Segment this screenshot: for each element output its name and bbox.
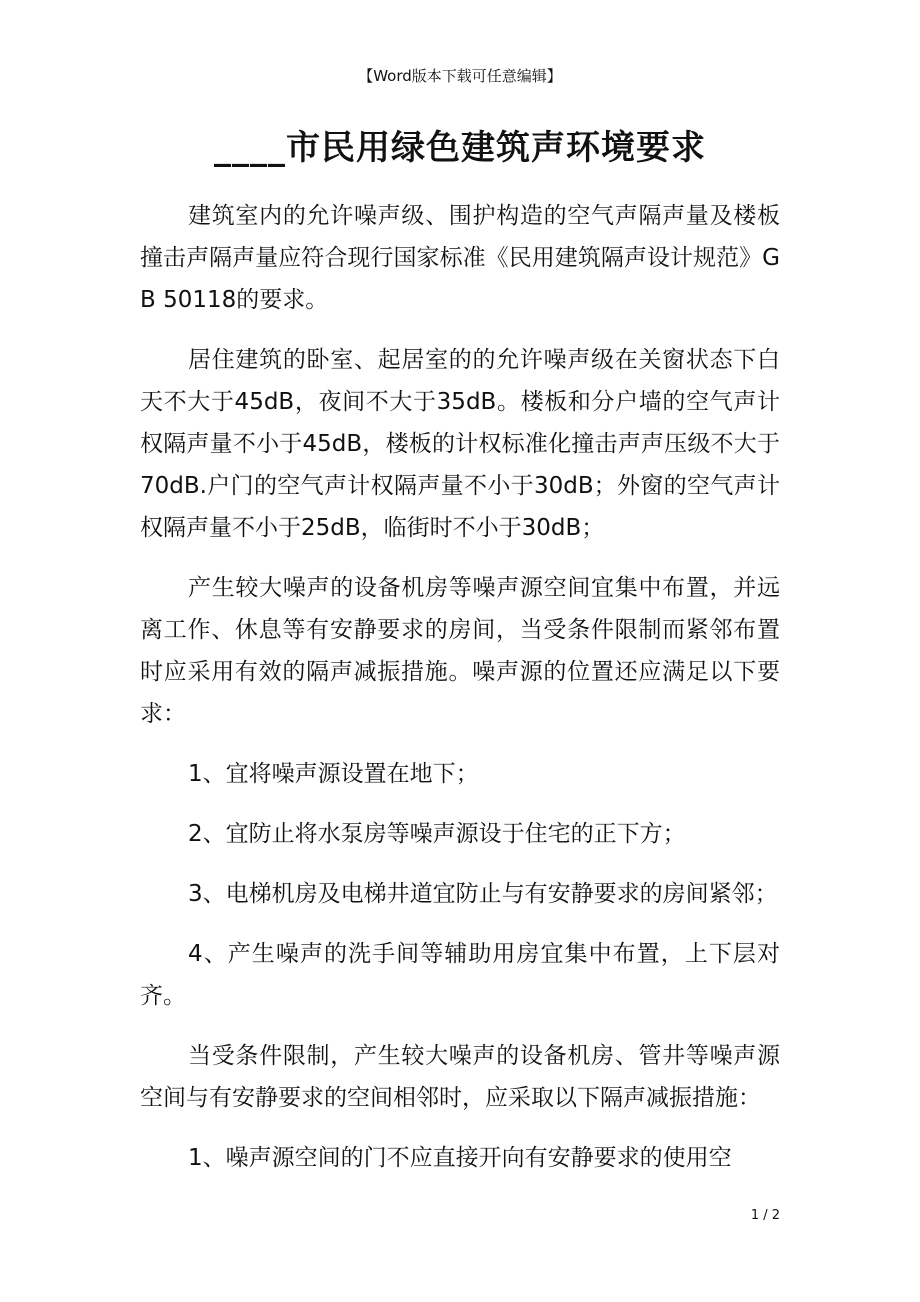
list-item-door-opening: 1、噪声源空间的门不应直接开向有安静要求的使用空 <box>188 1145 732 1171</box>
header-note: 【Word版本下载可任意编辑】 <box>358 67 562 85</box>
list-item-pump-room: 2、宜防止将水泵房等噪声源设于住宅的正下方； <box>188 821 686 847</box>
document-title: ____市民用绿色建筑声环境要求 <box>214 128 706 168</box>
list-item-elevator: 3、电梯机房及电梯井道宜防止与有安静要求的房间紧邻； <box>188 881 778 907</box>
list-item-underground-source: 1、宜将噪声源设置在地下； <box>188 761 479 787</box>
paragraph-residential-noise-limits: 居住建筑的卧室、起居室的的允许噪声级在关窗状态下白天不大于45dB，夜间不大于35dB。楼板和分户墙的空气声计权隔声量不小于45dB，楼板的计权标准化撞击声声压级不大于70dB.户门的空气声计权隔声量不小于30dB；外窗的空气声计权隔声量不小于25dB，临街时不小于30dB； <box>140 347 780 541</box>
paragraph-isolation-measures: 当受条件限制，产生较大噪声的设备机房、管井等噪声源空间与有安静要求的空间相邻时，应采取以下隔声减振措施： <box>140 1043 780 1111</box>
paragraph-acoustic-standard: 建筑室内的允许噪声级、围护构造的空气声隔声量及楼板撞击声隔声量应符合现行国家标准《民用建筑隔声设计规范》GB 50118的要求。 <box>140 203 780 313</box>
page-number: 1 / 2 <box>750 1208 780 1223</box>
document-body <box>140 195 780 1197</box>
paragraph-equipment-room-layout: 产生较大噪声的设备机房等噪声源空间宜集中布置，并远离工作、休息等有安静要求的房间，当受条件限制而紧邻布置时应采用有效的隔声减振措施。噪声源的位置还应满足以下要求： <box>140 575 780 727</box>
list-item-washroom: 4、产生噪声的洗手间等辅助用房宜集中布置，上下层对齐。 <box>140 941 780 1009</box>
